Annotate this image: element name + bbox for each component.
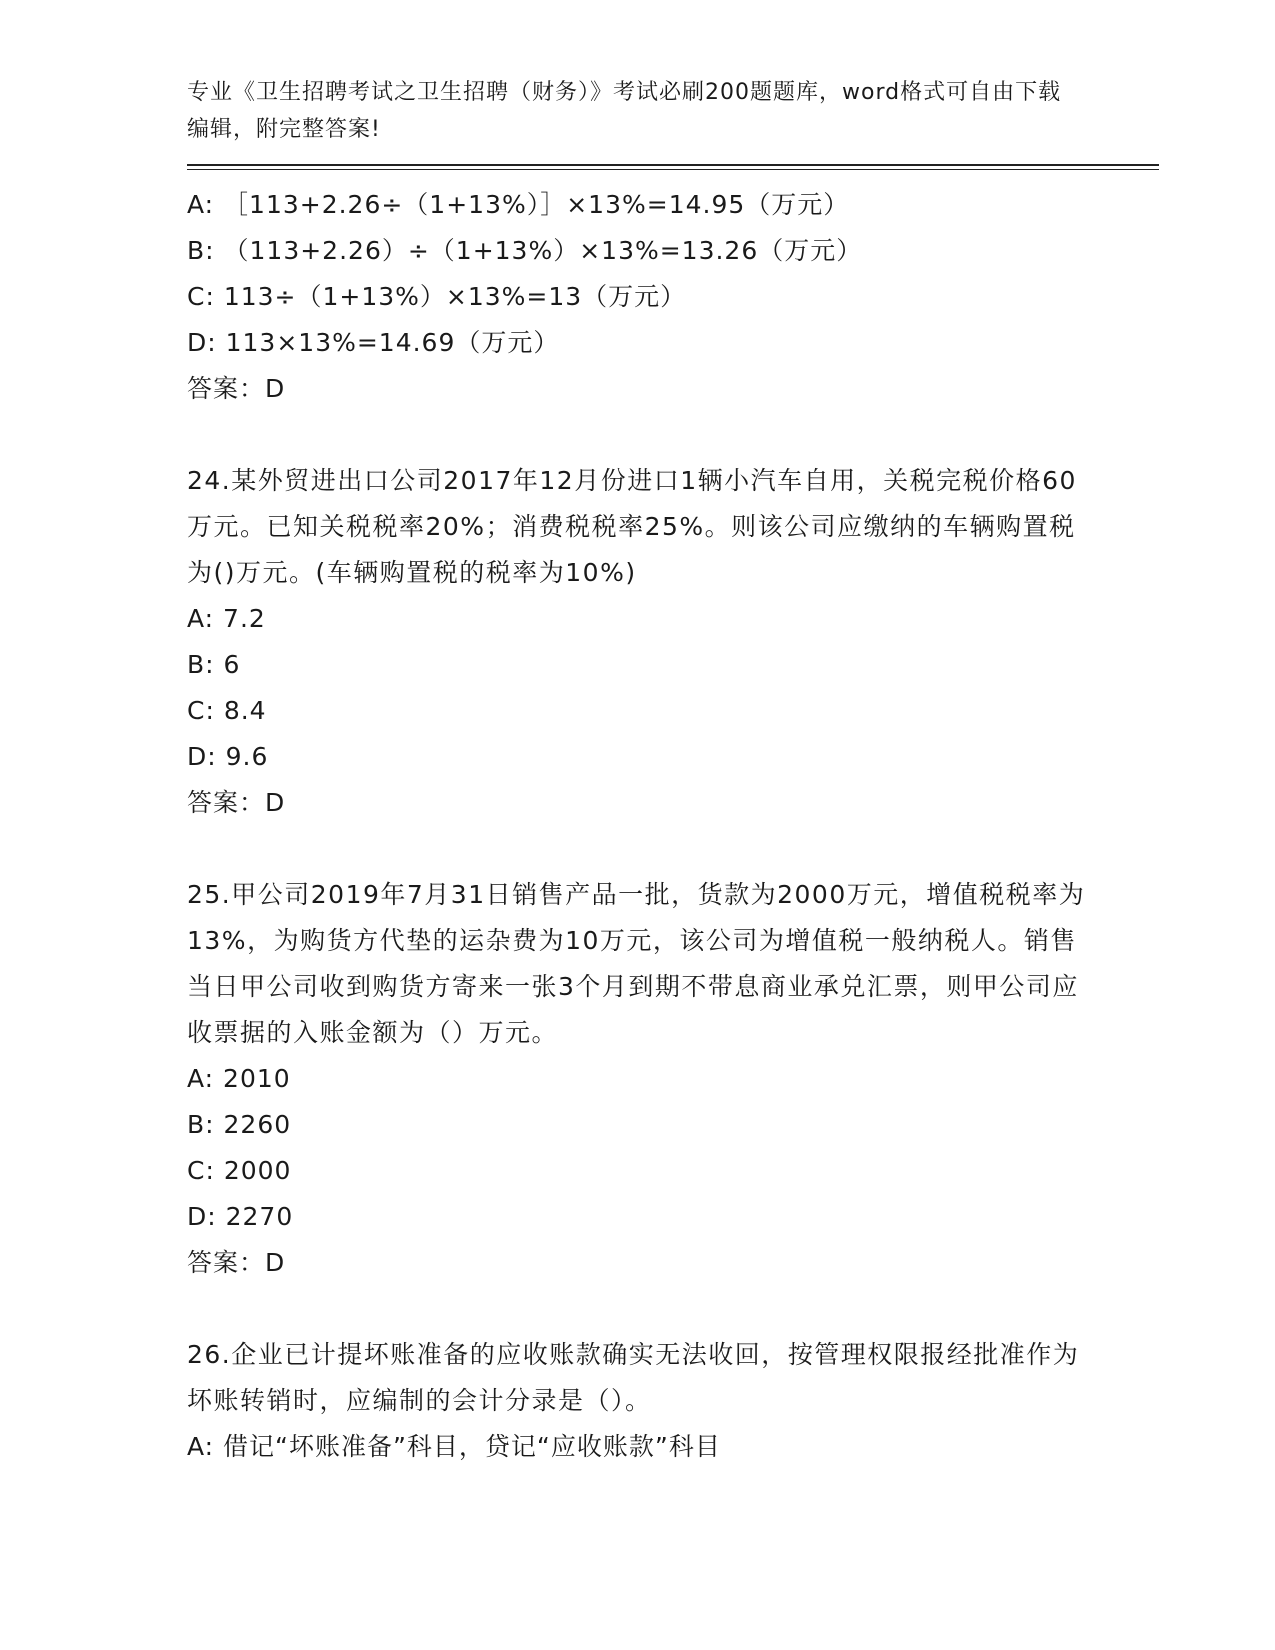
option-c: C: 8.4 [187, 696, 267, 725]
option-c: C: 113÷（1+13%）×13%=13（万元） [187, 282, 687, 311]
option-a: A: ［113+2.26÷（1+13%）］×13%=14.95（万元） [187, 190, 850, 219]
question-24 [187, 458, 1147, 826]
question-text: 25.甲公司2019年7月31日销售产品一批，货款为2000万元，增值税税率为13%，为购货方代垫的运杂费为10万元，该公司为增值税一般纳税人。销售当日甲公司收到购货方寄来一张3个月到期不带息商业承兑汇票，则甲公司应收票据的入账金额为（）万元。 [187, 880, 1086, 1047]
option-d: D: 2270 [187, 1202, 294, 1231]
question-25 [187, 872, 1147, 1286]
option-a: A: 借记“坏账准备”科目，贷记“应收账款”科目 [187, 1432, 721, 1461]
option-d: D: 9.6 [187, 742, 269, 771]
question-text: 26.企业已计提坏账准备的应收账款确实无法收回，按管理权限报经批准作为坏账转销时，应编制的会计分录是（）。 [187, 1340, 1080, 1415]
answer-line: 答案：D [187, 788, 286, 817]
option-a: A: 7.2 [187, 604, 266, 633]
prev-question-block [187, 182, 1147, 412]
answer-line: 答案：D [187, 1248, 286, 1277]
option-b: B: 6 [187, 650, 241, 679]
option-b: B: （113+2.26）÷（1+13%）×13%=13.26（万元） [187, 236, 863, 265]
document-page [187, 74, 1147, 1470]
header-divider [187, 164, 1159, 170]
answer-line: 答案：D [187, 374, 286, 403]
option-d: D: 113×13%=14.69（万元） [187, 328, 560, 357]
question-26 [187, 1332, 1147, 1470]
option-b: B: 2260 [187, 1110, 292, 1139]
option-c: C: 2000 [187, 1156, 292, 1185]
document-header: 专业《卫生招聘考试之卫生招聘（财务）》考试必刷200题题库，word格式可自由下载编辑，附完整答案! [187, 80, 1062, 142]
option-a: A: 2010 [187, 1064, 291, 1093]
question-text: 24.某外贸进出口公司2017年12月份进口1辆小汽车自用，关税完税价格60万元。已知关税税率20%；消费税税率25%。则该公司应缴纳的车辆购置税为()万元。(车辆购置税的税率为10%) [187, 466, 1077, 587]
